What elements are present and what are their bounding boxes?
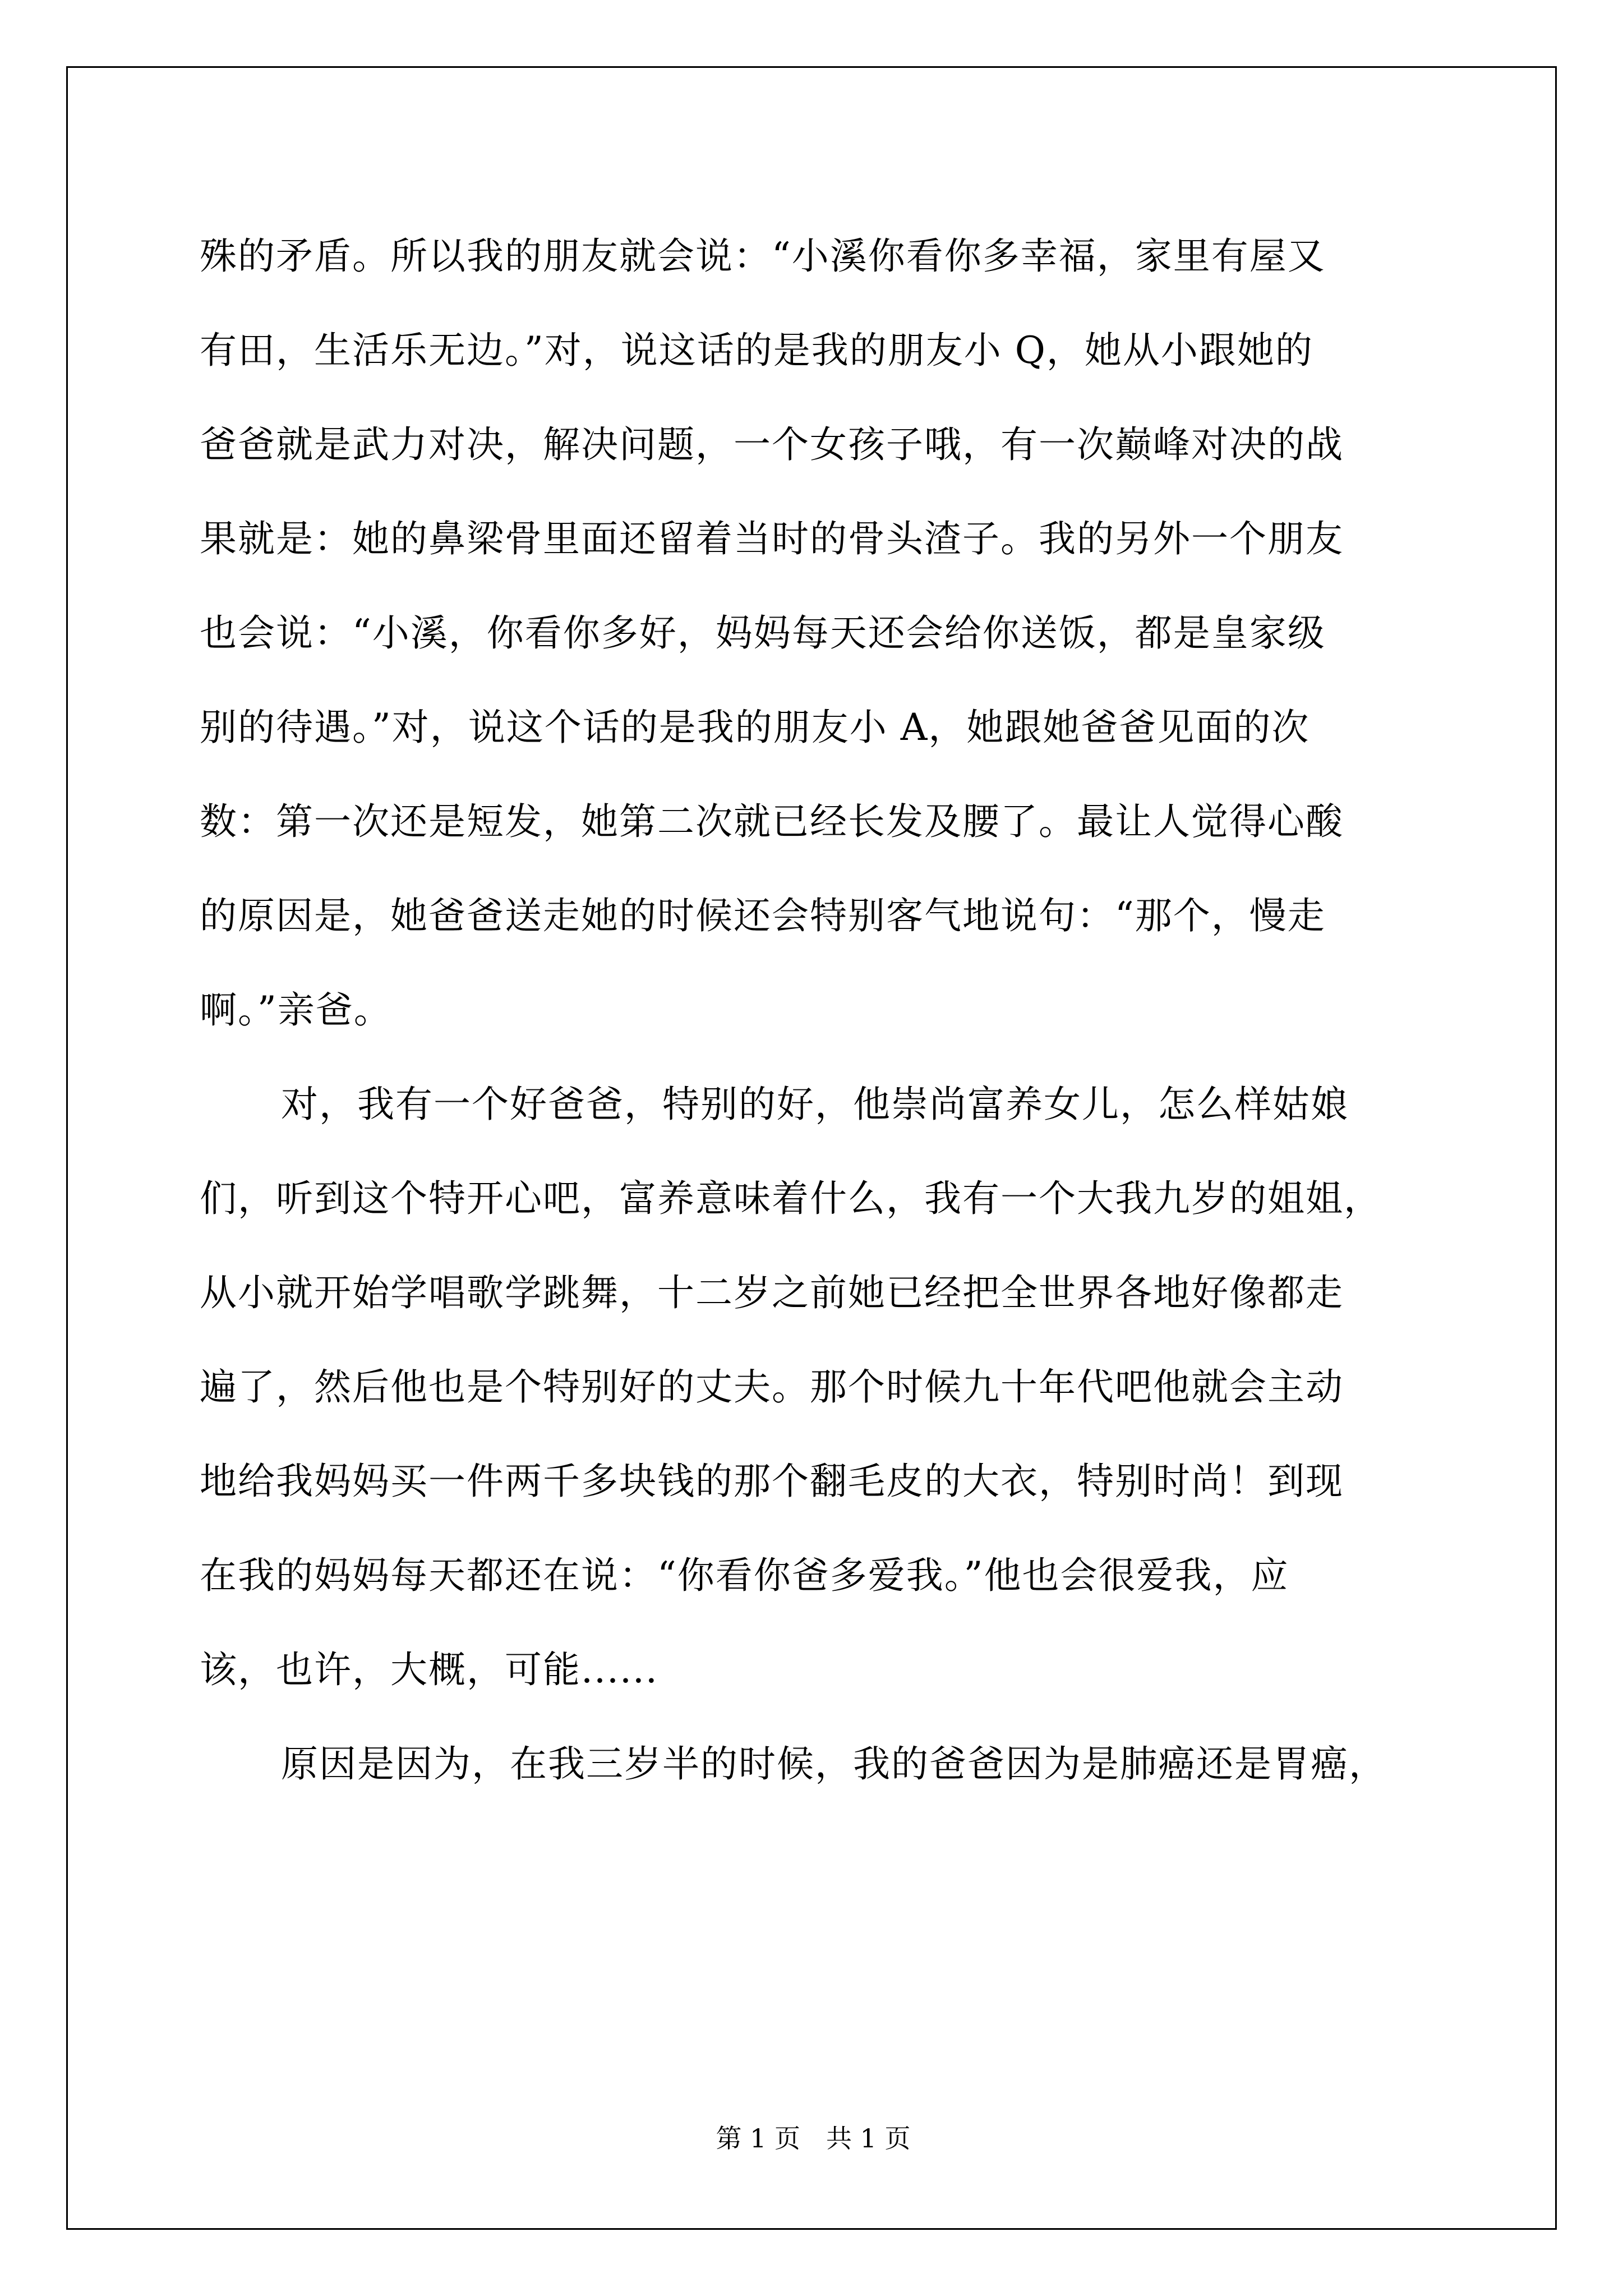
page-border — [66, 66, 1557, 2230]
text-line: 地给我妈妈买一件两千多块钱的那个翻毛皮的大衣，特别时尚！到现 — [200, 1460, 1344, 1503]
text-line: 数：第一次还是短发，她第二次就已经长发及腰了。最让人觉得心酸 — [200, 800, 1344, 843]
text-line: 该，也许，大概，可能...... — [200, 1648, 658, 1691]
text-line: 也会说：“小溪，你看你多好，妈妈每天还会给你送饭，都是皇家级 — [200, 611, 1326, 655]
text-line: 果就是：她的鼻梁骨里面还留着当时的骨头渣子。我的另外一个朋友 — [200, 517, 1344, 560]
text-line: 啊。”亲爸。 — [200, 988, 392, 1032]
text-line: 在我的妈妈每天都还在说：“你看你爸多爱我。”他也会很爱我，应 — [200, 1554, 1289, 1597]
page-number-footer: 第 1 页 共 1 页 — [716, 2123, 911, 2154]
text-line: 原因是因为，在我三岁半的时候，我的爸爸因为是肺癌还是胃癌， — [281, 1742, 1387, 1786]
text-line: 遍了，然后他也是个特别好的丈夫。那个时候九十年代吧他就会主动 — [200, 1365, 1344, 1409]
text-line: 从小就开始学唱歌学跳舞，十二岁之前她已经把全世界各地好像都走 — [200, 1271, 1344, 1314]
text-line: 爸爸就是武力对决，解决问题，一个女孩子哦，有一次巅峰对决的战 — [200, 423, 1344, 466]
text-line: 别的待遇。”对，说这个话的是我的朋友小 A，她跟她爸爸见面的次 — [200, 706, 1310, 749]
text-line: 殊的矛盾。所以我的朋友就会说：“小溪你看你多幸福，家里有屋又 — [200, 234, 1326, 278]
text-line: 们，听到这个特开心吧，富养意味着什么，我有一个大我九岁的姐姐， — [200, 1177, 1382, 1220]
text-line: 有田，生活乐无边。”对，说这话的是我的朋友小 Q，她从小跟她的 — [200, 329, 1313, 372]
text-line: 的原因是，她爸爸送走她的时候还会特别客气地说句：“那个，慢走 — [200, 894, 1326, 937]
text-line: 对，我有一个好爸爸，特别的好，他崇尚富养女儿，怎么样姑娘 — [281, 1083, 1349, 1126]
